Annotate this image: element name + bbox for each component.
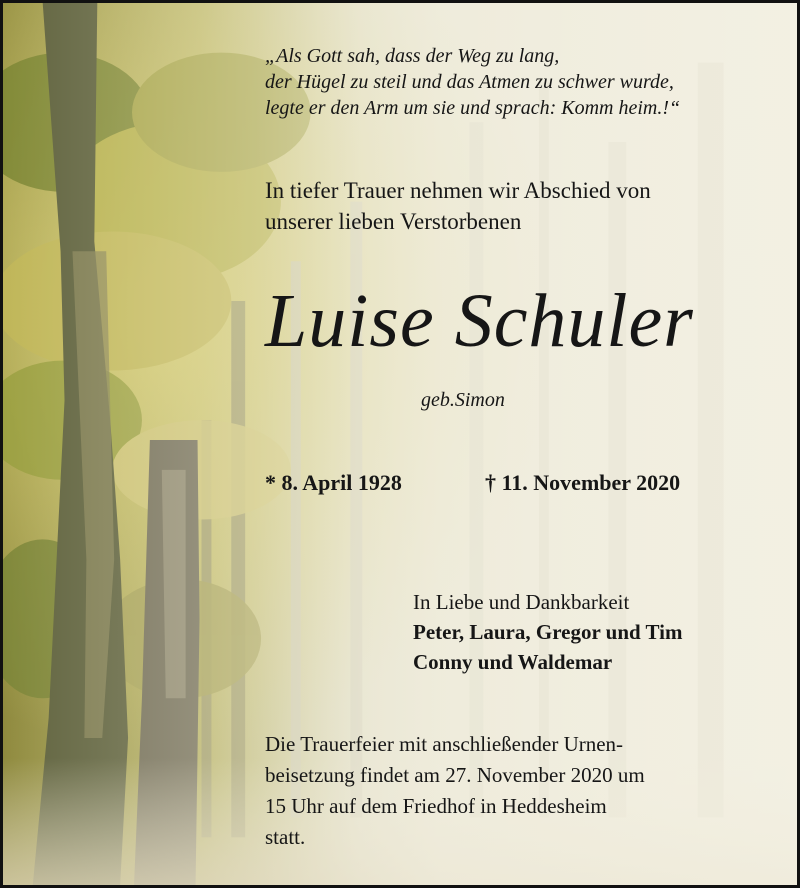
- family-intro: In Liebe und Dankbarkeit: [413, 590, 630, 614]
- deceased-name: Luise Schuler: [265, 279, 694, 363]
- mourning-intro: [265, 175, 775, 237]
- family-names: Conny und Waldemar: [413, 650, 613, 674]
- intro-line: In tiefer Trauer nehmen wir Abschied von: [265, 178, 651, 203]
- quote-line: der Hügel zu steil und das Atmen zu schwer wurde,: [265, 71, 674, 93]
- memorial-quote: [265, 43, 785, 121]
- maiden-name: geb.Simon: [421, 389, 505, 411]
- death-date: † 11. November 2020: [485, 470, 681, 495]
- ceremony-line: Die Trauerfeier mit anschließender Urnen-: [265, 732, 624, 756]
- family-signature: [413, 587, 793, 677]
- family-names: Peter, Laura, Gregor und Tim: [413, 620, 683, 644]
- quote-line: „Als Gott sah, dass der Weg zu lang,: [265, 45, 560, 67]
- ceremony-details: [265, 729, 761, 853]
- birth-date: * 8. April 1928: [265, 470, 402, 495]
- ceremony-line: beisetzung findet am 27. November 2020 um: [265, 763, 645, 787]
- quote-line: legte er den Arm um sie und sprach: Komm heim.!“: [265, 97, 681, 119]
- ceremony-line: statt.: [265, 825, 306, 849]
- intro-line: unserer lieben Verstorbenen: [265, 209, 522, 234]
- ceremony-line: 15 Uhr auf dem Friedhof in Heddesheim: [265, 794, 607, 818]
